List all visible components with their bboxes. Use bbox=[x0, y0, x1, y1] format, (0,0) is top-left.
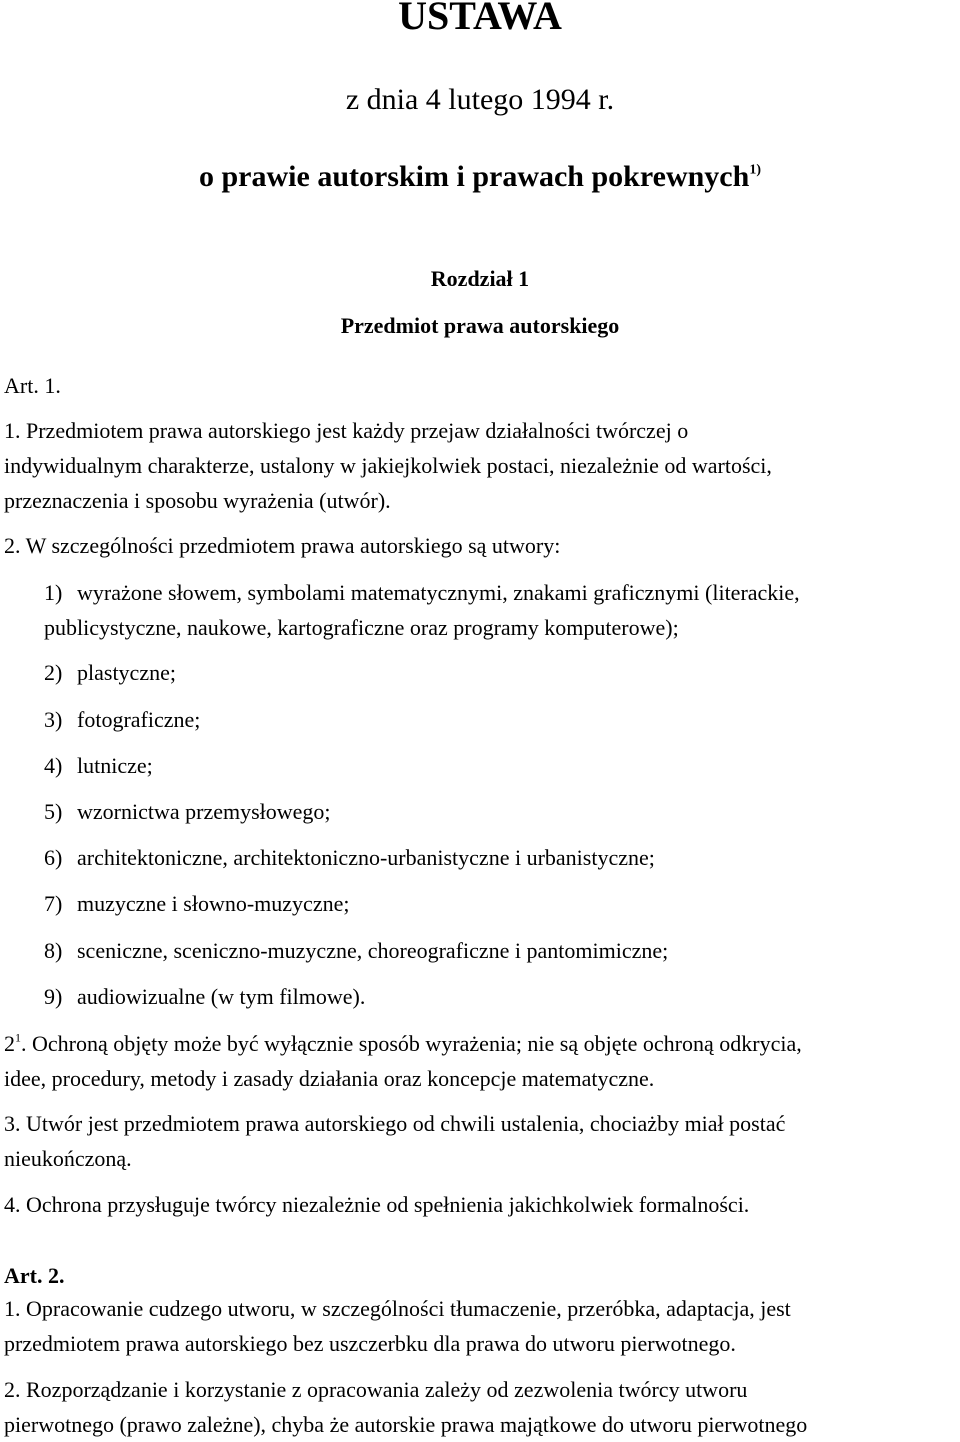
art1-p3-line: nieukończoną. bbox=[4, 1146, 132, 1171]
list-item-number: 2) bbox=[44, 660, 63, 685]
list-item-text: plastyczne; bbox=[77, 660, 176, 685]
chapter-label: Rozdział 1 bbox=[430, 266, 530, 291]
document-date: z dnia 4 lutego 1994 r. bbox=[345, 83, 615, 116]
art2-p1-line: przedmiotem prawa autorskiego bez uszczerbku dla prawa do utworu pierwotnego. bbox=[4, 1331, 736, 1356]
list-item-text: fotograficzne; bbox=[77, 707, 201, 732]
document-subject-text: o prawie autorskim i prawach pokrewnych bbox=[199, 160, 750, 193]
art1-p4: 4. Ochrona przysługuje twórcy niezależnie od spełnienia jakichkolwiek formalności. bbox=[4, 1192, 750, 1217]
list-item-number: 6) bbox=[44, 845, 63, 870]
list-item-number: 9) bbox=[44, 984, 63, 1009]
list-item bbox=[44, 709, 200, 731]
paragraph-number: 2 bbox=[4, 1031, 15, 1056]
list-item-number: 3) bbox=[44, 707, 63, 732]
list-item-number: 5) bbox=[44, 799, 63, 824]
art2-p1-line: 1. Opracowanie cudzego utworu, w szczególności tłumaczenie, przeróbka, adaptacja, jest bbox=[4, 1296, 791, 1321]
art1-p1-line: przeznaczenia i sposobu wyrażenia (utwór). bbox=[4, 488, 391, 513]
list-item-text: audiowizualne (w tym filmowe). bbox=[77, 984, 366, 1009]
list-item bbox=[44, 755, 153, 777]
superscript-marker: 1 bbox=[15, 1030, 21, 1045]
art1-p3-line: 3. Utwór jest przedmiotem prawa autorskiego od chwili ustalenia, chociażby miał postać bbox=[4, 1111, 786, 1136]
list-item bbox=[44, 582, 800, 604]
list-item-text: wzornictwa przemysłowego; bbox=[77, 799, 331, 824]
list-item bbox=[44, 847, 655, 869]
list-item-number: 4) bbox=[44, 753, 63, 778]
list-item-text: muzyczne i słowno-muzyczne; bbox=[77, 891, 350, 916]
list-item bbox=[44, 940, 668, 962]
list-item-text: architektoniczne, architektoniczno-urbanistyczne i urbanistyczne; bbox=[77, 845, 655, 870]
art2-p2-line: 2. Rozporządzanie i korzystanie z opracowania zależy od zezwolenia twórcy utworu bbox=[4, 1377, 748, 1402]
list-item bbox=[44, 986, 365, 1008]
article-1-heading: Art. 1. bbox=[4, 373, 61, 398]
list-item-number: 7) bbox=[44, 891, 63, 916]
art1-p21-line bbox=[4, 1030, 802, 1056]
chapter-title: Przedmiot prawa autorskiego bbox=[340, 313, 620, 338]
list-item-number: 1) bbox=[44, 580, 63, 605]
art1-p1-line: 1. Przedmiotem prawa autorskiego jest każdy przejaw działalności twórczej o bbox=[4, 418, 689, 443]
footnote-marker: 1) bbox=[749, 162, 761, 178]
list-item-text: wyrażone słowem, symbolami matematycznymi, znakami graficznymi (literackie, bbox=[77, 580, 800, 605]
list-item-text: sceniczne, sceniczno-muzyczne, choreograficzne i pantomimiczne; bbox=[77, 938, 669, 963]
art1-p2-intro: 2. W szczególności przedmiotem prawa autorskiego są utwory: bbox=[4, 533, 561, 558]
art2-p2-line: pierwotnego (prawo zależne), chyba że autorskie prawa majątkowe do utworu pierwotnego bbox=[4, 1412, 808, 1437]
list-item-number: 8) bbox=[44, 938, 63, 963]
document-title: USTAWA bbox=[398, 0, 562, 38]
document-subject bbox=[0, 162, 960, 192]
list-item-continuation: publicystyczne, naukowe, kartograficzne oraz programy komputerowe); bbox=[44, 615, 679, 640]
paragraph-text: . Ochroną objęty może być wyłącznie sposób wyrażenia; nie są objęte ochroną odkrycia, bbox=[21, 1031, 802, 1056]
list-item-text: lutnicze; bbox=[77, 753, 153, 778]
art1-p1-line: indywidualnym charakterze, ustalony w jakiejkolwiek postaci, niezależnie od wartości, bbox=[4, 453, 772, 478]
list-item bbox=[44, 662, 176, 684]
list-item bbox=[44, 801, 331, 823]
article-2-heading: Art. 2. bbox=[4, 1263, 65, 1288]
art1-p21-line: idee, procedury, metody i zasady działania oraz koncepcje matematyczne. bbox=[4, 1066, 655, 1091]
list-item bbox=[44, 893, 349, 915]
